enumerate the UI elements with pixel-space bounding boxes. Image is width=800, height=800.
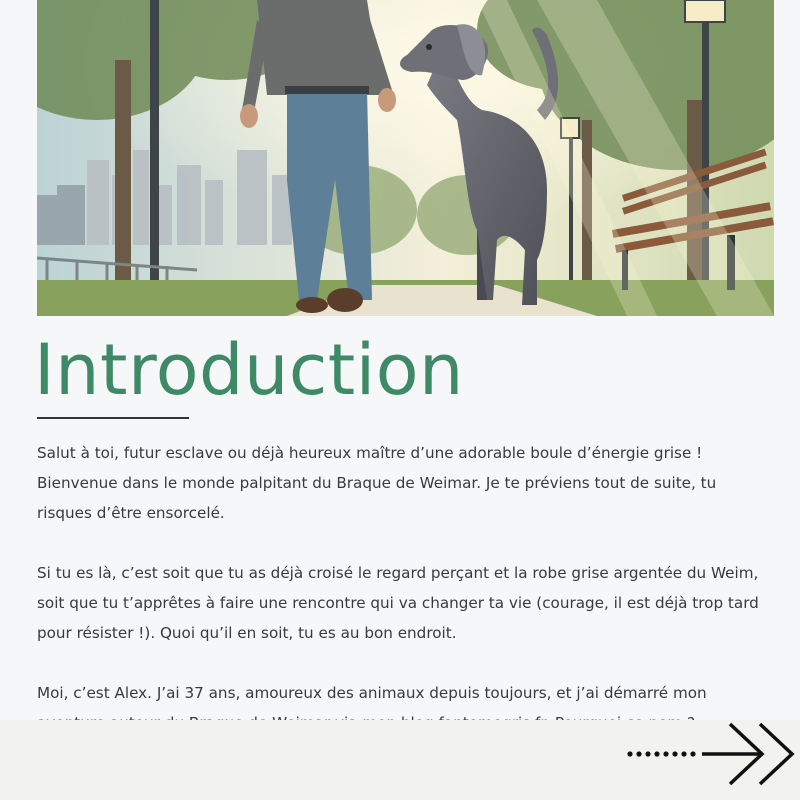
title-underline — [37, 417, 189, 419]
next-page-icon[interactable] — [622, 718, 800, 790]
page-title: Introduction — [34, 329, 464, 411]
intro-paragraph-3: Moi, c’est Alex. J’ai 37 ans, amoureux des animaux depuis toujours, et j’ai démarré mon — [37, 684, 707, 702]
hero-image — [37, 0, 774, 316]
intro-paragraph-1: Salut à toi, futur esclave ou déjà heureux maître d’une adorable boule d’énergie grise ! Bienvenue dans le monde palpitant du Braque de Weimar. Je te préviens tout de suite, tu risques d’être ensorcelé. — [37, 444, 717, 522]
intro-paragraph-2: Si tu es là, c’est soit que tu as déjà croisé le regard perçant et la robe grise argentée du Weim, soit que tu t’apprêtes à faire une rencontre qui va changer ta vie (courage, il est déjà trop tard pour résister !). Quoi qu’il en soit, tu es au bon endroit. — [37, 564, 759, 642]
